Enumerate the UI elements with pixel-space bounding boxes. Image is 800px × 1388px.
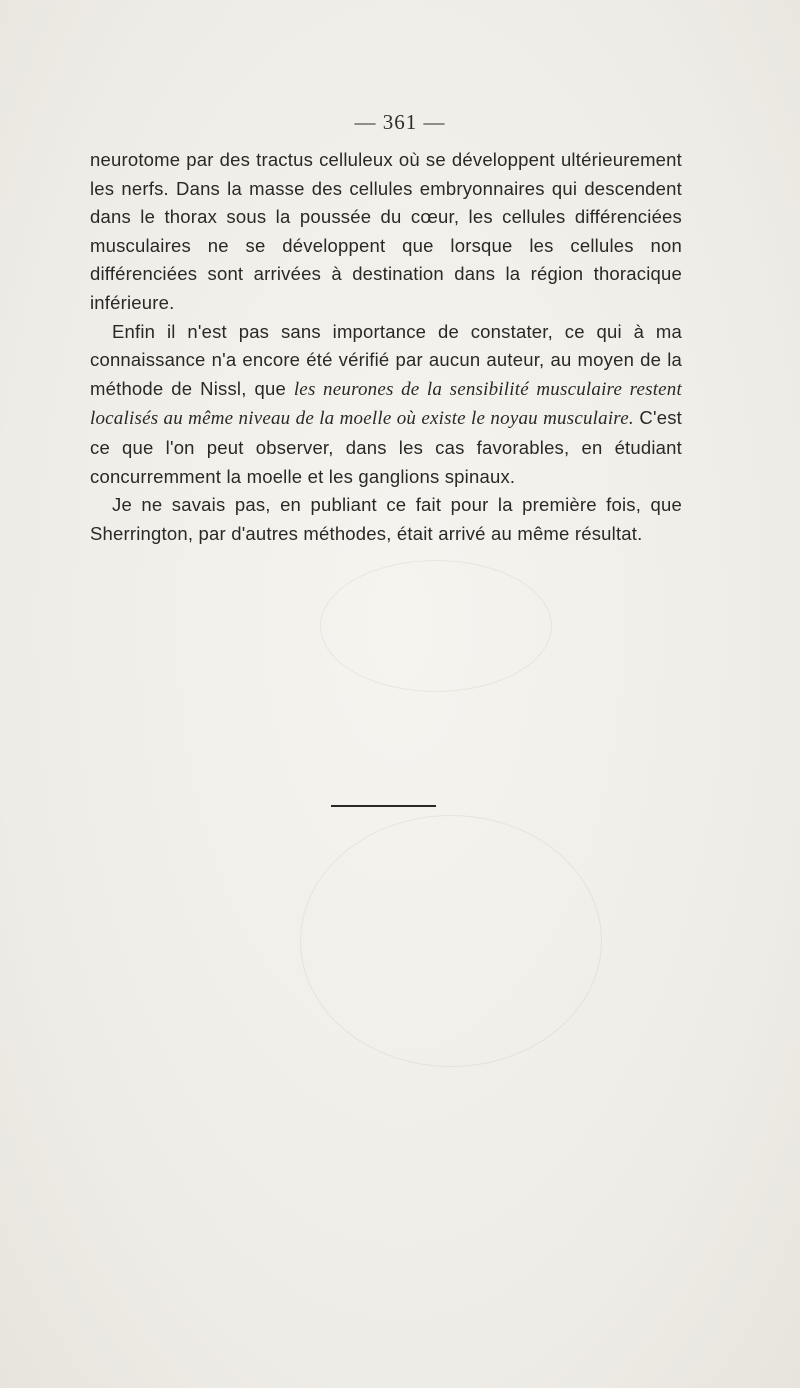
body-text — [90, 146, 682, 548]
paragraph-3 — [90, 491, 682, 548]
end-rule — [331, 805, 436, 807]
paragraph-1-text: neurotome par des tractus celluleux où se développent ultérieurement les nerfs. Dans la masse des cellules embryonnaires qui descendent dans le thorax sous la poussée du cœur, les cellules différenciées musculaires ne se développent que lorsque les cellules non différenciées sont arrivées à destination dans la région thoracique inférieure. — [90, 149, 682, 313]
paragraph-2-text-end: C'est ce que l'on peut observer, dans les cas favorables, en étudiant concurremment la moelle et les ganglions spinaux. — [90, 407, 682, 487]
page-number: — 361 — — [354, 110, 446, 134]
bleed-through-figure — [300, 815, 602, 1067]
paragraph-2 — [90, 318, 682, 492]
paragraph-2-text-start: Enfin il n'est pas sans importance de constater, ce qui à ma connaissance n'a encore été vérifié par aucun auteur, au moyen de la méthode de Nissl, que — [90, 320, 682, 399]
paragraph-1 — [90, 146, 682, 318]
bleed-through-figure — [320, 560, 552, 692]
paragraph-2-italic-text: les neurones de la sensibilité musculaire restent localisés au même niveau de la moelle où existe le noyau musculaire. — [90, 378, 682, 430]
paragraph-3-text: Je ne savais pas, en publiant ce fait pour la première fois, que Sherrington, par d'autres méthodes, était arrivé au même résultat. — [90, 494, 682, 544]
